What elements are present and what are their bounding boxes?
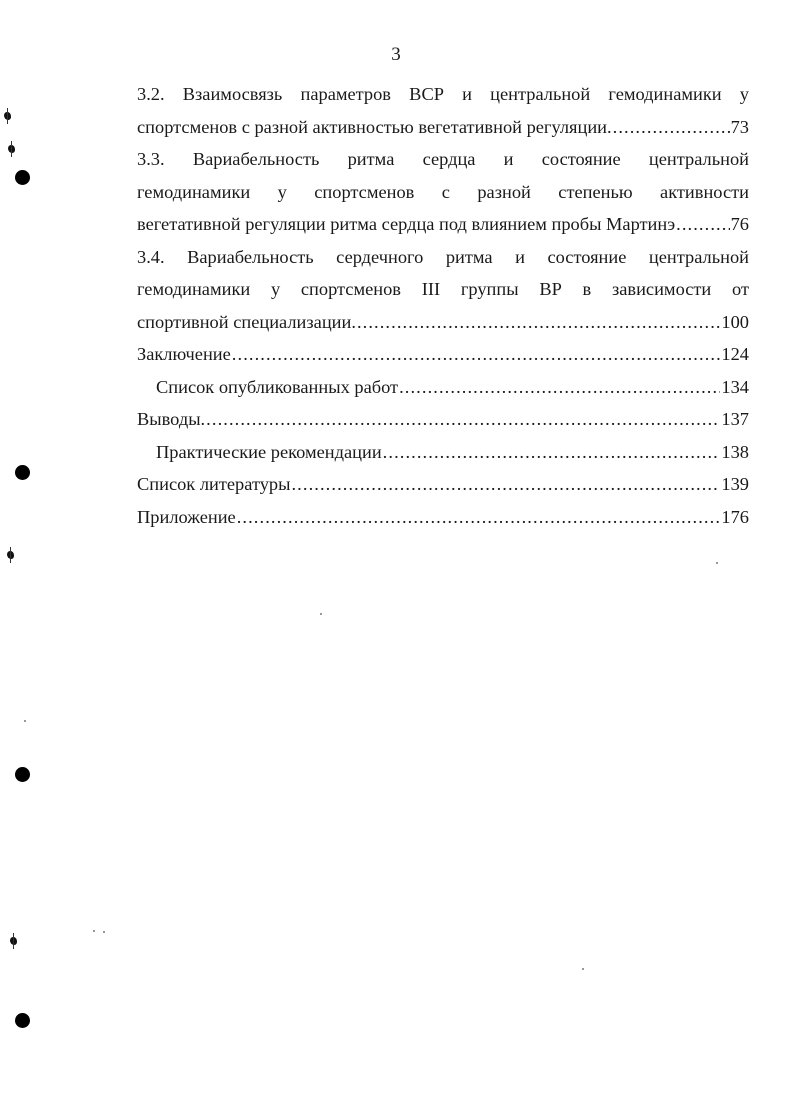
dot-leader <box>613 111 730 144</box>
scan-dust <box>582 968 584 970</box>
toc-entry-last-line <box>137 306 749 339</box>
toc-entry-line: 3.3. Вариабельность ритма сердца и состояние центральной <box>137 149 749 169</box>
toc-page-number: 73 <box>730 116 749 137</box>
toc-entry-text: вегетативной регуляции ритма сердца под влиянием пробы Мартинэ <box>137 214 676 234</box>
scan-dust <box>103 931 105 933</box>
toc-page-number: 138 <box>721 441 749 462</box>
toc-entry-text: Выводы. <box>137 409 206 429</box>
dot-leader <box>237 501 721 534</box>
toc-page-number: 137 <box>721 409 749 429</box>
scan-speck <box>8 145 15 153</box>
dot-leader <box>357 306 720 339</box>
dot-leader <box>206 403 720 436</box>
toc-entry-line: гемодинамики у спортсменов с разной степенью активности <box>137 181 749 202</box>
toc-page-number: 139 <box>721 474 749 494</box>
dot-leader <box>676 208 729 241</box>
toc-page-number: 100 <box>721 311 749 332</box>
punch-hole-mark <box>15 767 30 782</box>
toc-entry-last-line <box>137 111 749 144</box>
toc-entry-line: гемодинамики у спортсменов III группы ВР в зависимости от <box>137 279 749 299</box>
toc-page-number: 124 <box>721 344 749 364</box>
toc-entry-findings <box>137 403 749 436</box>
toc-entry-3-3 <box>137 143 749 241</box>
scan-speck <box>10 937 17 945</box>
punch-hole-mark <box>15 465 30 480</box>
toc-entry-3-2 <box>137 78 749 143</box>
scan-dust <box>93 930 95 932</box>
scan-dust <box>716 562 718 564</box>
toc-entry-3-4 <box>137 241 749 339</box>
toc-entry-line: 3.4. Вариабельность сердечного ритма и состояние центральной <box>137 246 749 267</box>
scan-dust <box>24 720 26 722</box>
punch-hole-mark <box>15 170 30 185</box>
scan-speck <box>4 112 11 120</box>
toc-entry-text: Список литературы <box>137 474 291 494</box>
toc-entry-text: Список опубликованных работ <box>156 376 399 397</box>
scan-dust <box>320 613 322 615</box>
toc-entry-text: спортсменов с разной активностью вегетативной регуляции. <box>137 116 612 137</box>
toc-entry-appendix <box>137 501 749 534</box>
punch-hole-mark <box>15 1013 30 1028</box>
toc-entry-last-line <box>137 208 749 241</box>
toc-page-number: 176 <box>721 506 749 527</box>
toc-page-number: 76 <box>730 214 749 234</box>
dot-leader <box>383 436 721 469</box>
toc-entry-recommendations <box>137 436 749 469</box>
toc-entry-references <box>137 468 749 501</box>
dot-leader <box>232 338 721 371</box>
toc-entry-conclusion <box>137 338 749 371</box>
toc-page-number: 134 <box>721 376 749 397</box>
toc-entry-text: Приложение <box>137 506 236 527</box>
dot-leader <box>291 468 720 501</box>
dot-leader <box>399 371 720 404</box>
scan-speck <box>7 551 14 559</box>
toc-entry-publications <box>137 371 749 404</box>
toc-entry-text: Практические рекомендации <box>156 441 382 462</box>
toc-entry-text: Заключение <box>137 344 231 364</box>
toc-entry-text: спортивной специализации. <box>137 311 356 332</box>
page-number: 3 <box>391 44 401 65</box>
toc-entry-line: 3.2. Взаимосвязь параметров ВСР и центральной гемодинамики у <box>137 84 749 104</box>
table-of-contents <box>137 78 749 533</box>
